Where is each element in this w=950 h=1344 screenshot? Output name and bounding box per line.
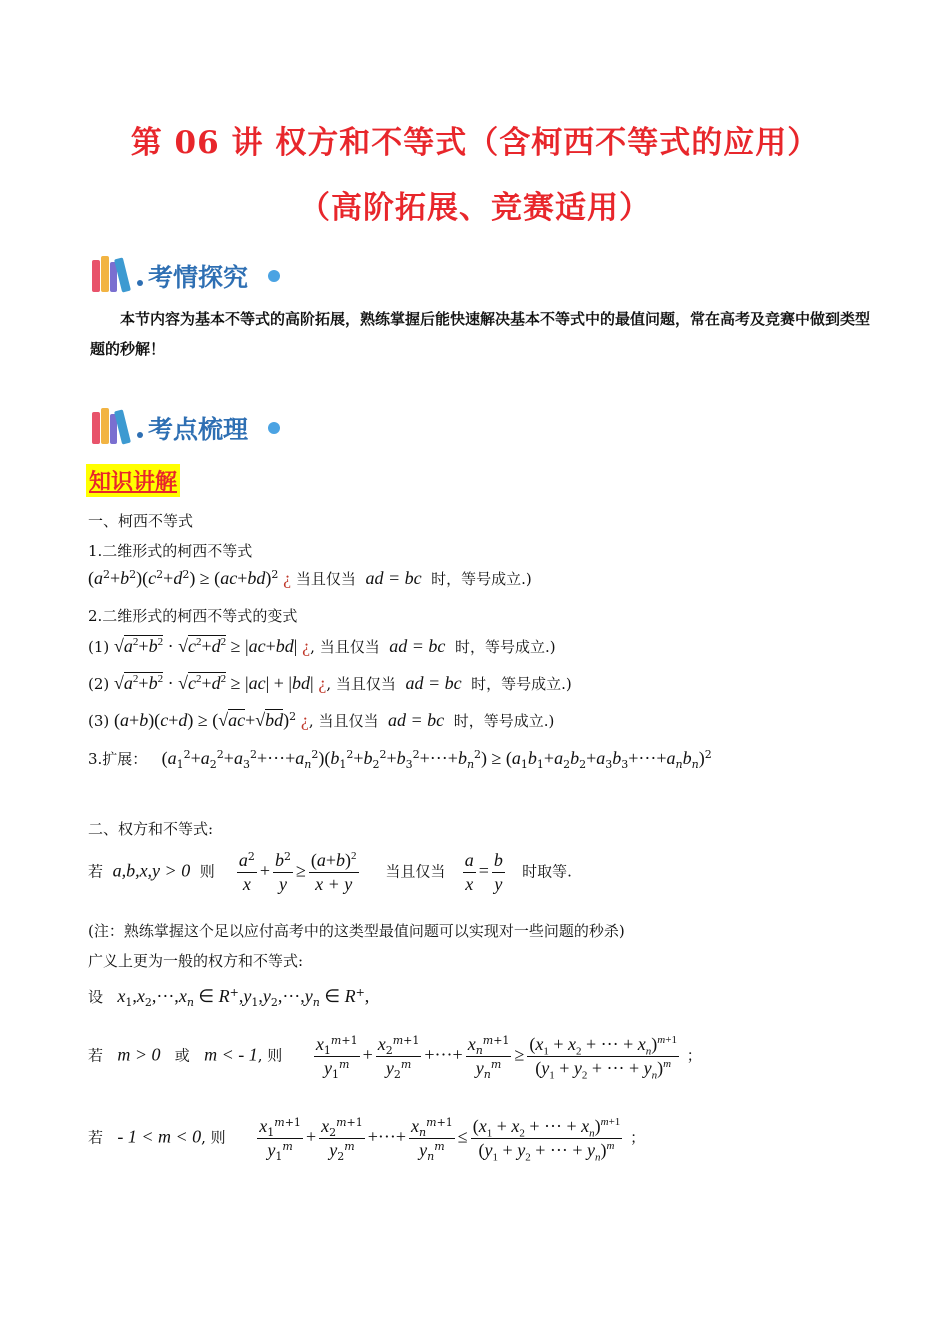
intro-paragraph: 本节内容为基本不等式的高阶拓展，熟练掌握后能快速解决基本不等式中的最值问题，常在高考及竞赛中做到类型题的秒解！ — [90, 310, 871, 358]
condition-tail: 时，等号成立.) — [454, 638, 556, 656]
extension-label: 3.扩展： — [88, 750, 148, 768]
formula-weighted-power-sum: 若 a,b,x,y > 0 则 $\frac{a^2}{x}$ + $\frac{b^2}{y}$ ≥ $\frac{(a+b)^2}{x + y}$ 当且仅当 $\frac{a}{x}$ = $\frac{b}{y}$ 时取等. — [88, 850, 572, 894]
condition-text: 当且仅当 — [319, 638, 380, 656]
condition-text: 当且仅当 — [295, 570, 356, 588]
title-line-1: 第 06 讲 权方和不等式（含柯西不等式的应用） — [130, 125, 820, 161]
item-label: (2) — [88, 675, 110, 693]
item-label: (1) — [88, 638, 110, 656]
condition-m-between: - 1 < m < 0 — [117, 1126, 202, 1147]
condition-equation: ad = bc — [405, 673, 462, 693]
formula-m-between: 若 - 1 < m < 0, 则 $\frac{x_1^{m+1}}{y_1^m}$ + $\frac{x_2^{m+1}}{y_2^m}$ +···+ $\frac{x_n^{m+1}}{y_n^m}$ ≤ $\frac{(x_1 + x_2 + \cdot\cdot\cdot + x_n)^{m+1}}{(y_1 + y_2 + \cdot\cdot\cdot + y_n)^m}$ ； — [88, 1116, 646, 1164]
condition-text: 当且仅当 — [318, 712, 379, 730]
part2-general: 广义上更为一般的权方和不等式: — [88, 952, 304, 970]
section-title: 考点梳理 — [148, 415, 249, 444]
condition-m-positive: m > 0 — [117, 1044, 161, 1065]
glyph: ¿ — [300, 710, 309, 730]
formula-variant-1: (1) $√a^2+b^2 \cdot √c^2+d^2 \ge |ac+bd|$ ¿, 当且仅当 ad = bc 时，等号成立.) — [88, 636, 556, 656]
bullet-dot-icon — [137, 432, 143, 438]
glyph: ¿ — [318, 673, 327, 693]
circle-dot-icon — [268, 270, 280, 282]
iff-label: 当且仅当 — [385, 862, 446, 881]
part1-heading: 一、柯西不等式 — [88, 512, 194, 530]
then-label: , 则 — [201, 1128, 226, 1147]
section-header-exam — [90, 250, 290, 298]
knowledge-badge: 知识讲解 — [86, 464, 180, 497]
equality-label: 时取等. — [522, 862, 572, 881]
if-label: 若 — [88, 1128, 104, 1147]
formula-variant-3: (3) $(a+b)(c+d) \ge (√ac+√bd)^2$ ¿, 当且仅当 ad = bc 时，等号成立.) — [88, 710, 555, 730]
condition-equation: ad = bc — [389, 636, 446, 656]
formula-let: 设 $x_1,x_2,\cdot\cdot\cdot,x_n$ ∈ $R^+,y_1,y_2,\cdot\cdot\cdot,y_n$ ∈ R+, — [88, 986, 370, 1009]
books-icon — [90, 408, 134, 444]
section-header-points — [90, 402, 290, 450]
semicolon: ； — [686, 1046, 702, 1065]
circle-dot-icon — [268, 422, 280, 434]
condition-equation: ad = bc — [388, 710, 445, 730]
glyph: ¿ — [283, 568, 292, 588]
bullet-dot-icon — [137, 280, 143, 286]
part1-s2: 2.二维形式的柯西不等式的变式 — [88, 607, 298, 625]
part2-heading: 二、权方和不等式: — [88, 820, 214, 838]
condition-tail: 时，等号成立.) — [431, 570, 532, 588]
or-label: 或 — [174, 1046, 190, 1065]
part2-note: (注：熟练掌握这个足以应付高考中的这类型最值问题可以实现对一些问题的秒杀) — [88, 922, 625, 940]
then-label: 则 — [199, 862, 215, 881]
glyph: ¿ — [302, 636, 311, 656]
formula-extension: 3.扩展： $(a_1^2+a_2^2+a_3^2+\cdot\cdot\cdot+a_n^2)(b_1^2+b_2^2+b_3^2+\cdot\cdot\cdot+b_n^2) \ge (a_1b_1+a_2b_2+a_3b_3+\cdot\cdot\cdot+a_nb_n)^2$ — [88, 748, 712, 771]
part1-s1: 1.二维形式的柯西不等式 — [88, 542, 253, 560]
formula-variant-2: (2) $√a^2+b^2 \cdot √c^2+d^2 \ge |ac| + |bd|$ ¿, 当且仅当 ad = bc 时，等号成立.) — [88, 673, 572, 693]
formula-m-positive: 若 m > 0 或 m < - 1, 则 $\frac{x_1^{m+1}}{y_1^m}$ + $\frac{x_2^{m+1}}{y_2^m}$ +···+ $\frac{x_n^{m+1}}{y_n^m}$ ≥ $\frac{(x_1 + x_2 + \cdot\cdot\cdot + x_n)^{m+1}}{(y_1 + y_2 + \cdot\cdot\cdot + y_n)^m}$ ； — [88, 1034, 702, 1082]
then-label: , 则 — [257, 1046, 283, 1065]
condition-tail: 时，等号成立.) — [471, 675, 572, 693]
semicolon: ； — [630, 1128, 646, 1147]
let-label: 设 — [88, 988, 104, 1006]
condition-text: 当且仅当 — [335, 675, 396, 693]
if-label: 若 — [88, 862, 104, 881]
title-line-2: （高阶拓展、竞赛适用） — [299, 190, 651, 226]
books-icon — [90, 256, 134, 292]
if-label: 若 — [88, 1046, 104, 1065]
formula-cauchy-2d: $(a^2+b^2)(c^2+d^2) \ge (ac+bd)^2$ ¿ 当且仅当 ad = bc 时，等号成立.) — [88, 568, 532, 588]
section-title: 考情探究 — [148, 263, 249, 292]
condition-m-less: m < - 1 — [204, 1044, 258, 1065]
item-label: (3) — [88, 712, 110, 730]
condition-equation: ad = bc — [365, 568, 422, 588]
variables-condition: a,b,x,y > 0 — [112, 860, 191, 881]
condition-tail: 时，等号成立.) — [453, 712, 555, 730]
